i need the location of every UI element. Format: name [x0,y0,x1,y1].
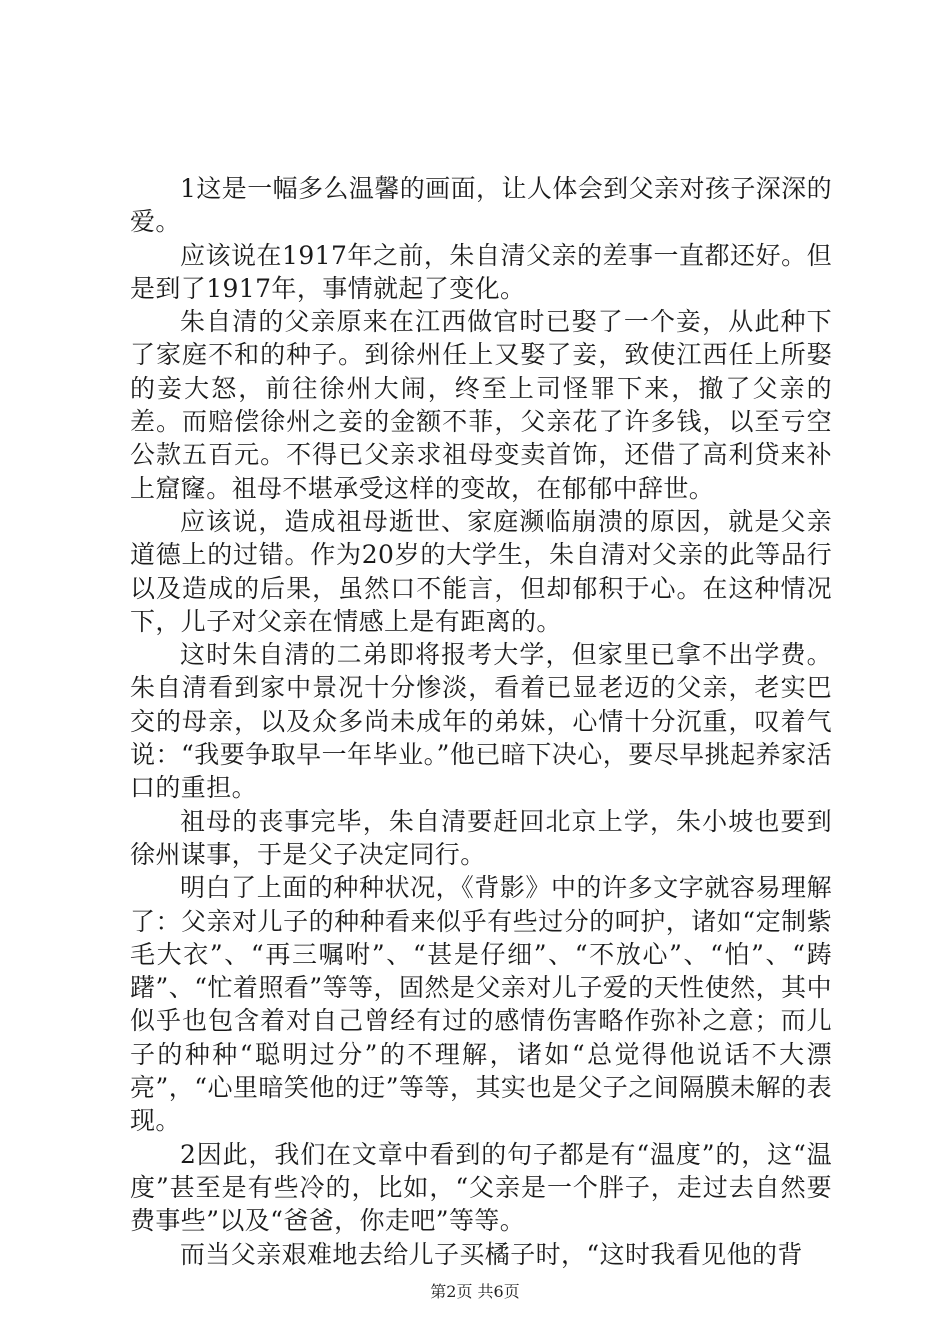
paragraph: 应该说，造成祖母逝世、家庭濒临崩溃的原因，就是父亲道德上的过错。作为20岁的大学生，朱自清对父亲的此等品行以及造成的后果，虽然口不能言，但却郁积于心。在这种情况下，儿子对父亲在情感上是有距离的。 [130,506,832,636]
page-number-footer: 第2页 共6页 [430,1282,520,1301]
paragraph: 明白了上面的种种状况，《背影》中的许多文字就容易理解了：父亲对儿子的种种看来似乎有些过分的呵护，诸如“定制紫毛大衣”、“再三嘱咐”、“甚是仔细”、“不放心”、“怕”、“踌躇”、“忙着照看”等等，固然是父亲对儿子爱的天性使然，其中似乎也包含着对自己曾经有过的感情伤害略作弥补之意；而儿子的种种“聪明过分”的不理解，诸如“总觉得他说话不大漂亮”，“心里暗笑他的迂”等等，其实也是父子之间隔膜未解的表现。 [130,873,832,1136]
paragraph: 这时朱自清的二弟即将报考大学，但家里已拿不出学费。朱自清看到家中景况十分惨淡，看着已显老迈的父亲，老实巴交的母亲，以及众多尚未成年的弟妹，心情十分沉重，叹着气说：“我要争取早一年毕业。”他已暗下决心，要尽早挑起养家活口的重担。 [130,640,832,803]
paragraph: 1这是一幅多么温馨的画面，让人体会到父亲对孩子深深的爱。 [130,174,832,237]
paragraph: 应该说在1917年之前，朱自清父亲的差事一直都还好。但是到了1917年，事情就起了变化。 [130,240,832,303]
paragraph: 2因此，我们在文章中看到的句子都是有“温度”的，这“温度”甚至是有些冷的，比如，“父亲是一个胖子，走过去自然要费事些”以及“爸爸，你走吧”等等。 [130,1139,832,1236]
paragraph: 朱自清的父亲原来在江西做官时已娶了一个妾，从此种下了家庭不和的种子。到徐州任上又娶了妾，致使江西任上所娶的妾大怒，前往徐州大闹，终至上司怪罪下来，撤了父亲的差。而赔偿徐州之妾的金额不菲，父亲花了许多钱，以至亏空公款五百元。不得已父亲求祖母变卖首饰，还借了高利贷来补上窟窿。祖母不堪承受这样的变故，在郁郁中辞世。 [130,307,832,503]
body-text [130,172,832,1271]
paragraph: 祖母的丧事完毕，朱自清要赶回北京上学，朱小坡也要到徐州谋事，于是父子决定同行。 [130,806,832,869]
paragraph: 而当父亲艰难地去给儿子买橘子时，“这时我看见他的背 [180,1239,803,1269]
